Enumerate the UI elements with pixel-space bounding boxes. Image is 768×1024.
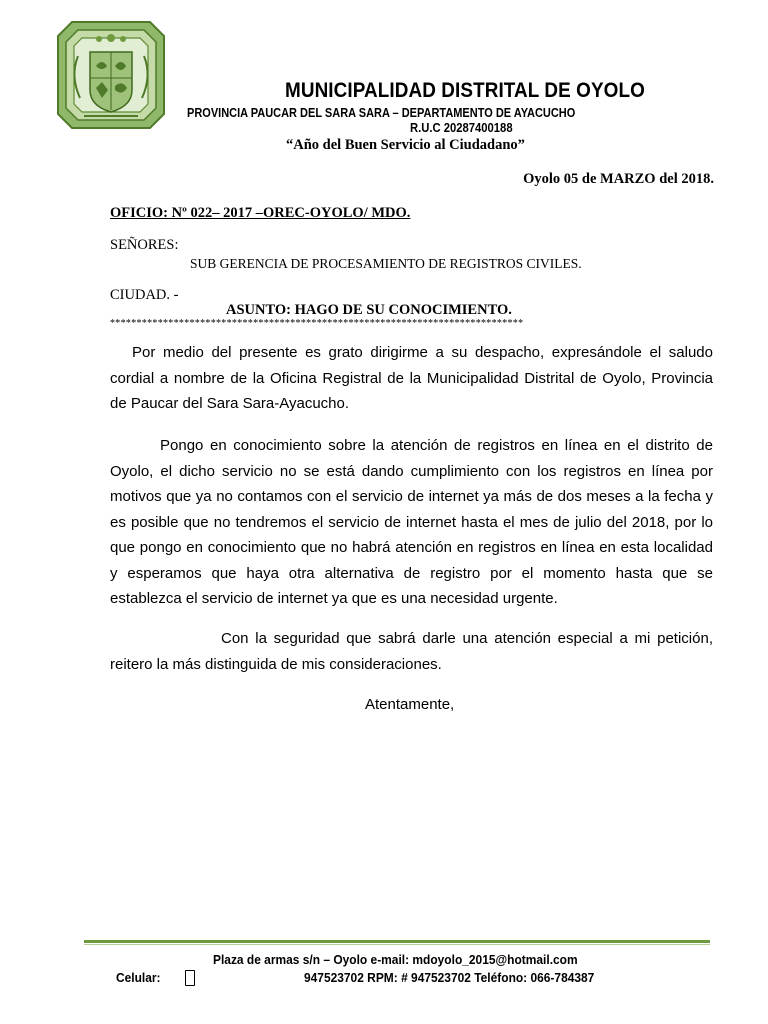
recipient: SUB GERENCIA DE PROCESAMIENTO DE REGISTROS CIVILES.: [190, 256, 582, 271]
page-title: MUNICIPALIDAD DISTRITAL DE OYOLO: [285, 79, 645, 102]
separator-line: ******************************************************************************: [110, 318, 524, 329]
body-paragraph-2: Pongo en conocimiento sobre la atención de registros en línea en el distrito de Oyolo, el dicho servicio no se está dando cumplimiento con los registros en línea por motivos que ya no contamos con el servicio de internet ya más de dos meses a la fecha y es posible que no tendremos el servicio de internet hasta el mes de julio del 2018, por lo que pongo en conocimiento que no habrá atención en registros en línea en esta localidad y esperamos que haya otra alternativa de registro por el momento hasta que se establezca el servicio de internet ya que es una necesidad urgente.: [110, 437, 713, 607]
closing: Atentamente,: [365, 696, 455, 713]
subject-line: ASUNTO: HAGO DE SU CONOCIMIENTO.: [226, 302, 512, 318]
motto: “Año del Buen Servicio al Ciudadano”: [286, 137, 525, 153]
province-line: PROVINCIA PAUCAR DEL SARA SARA – DEPARTAMENTO DE AYACUCHO: [187, 106, 576, 120]
letter-date: Oyolo 05 de MARZO del 2018.: [523, 171, 714, 187]
phone-icon: [185, 970, 195, 986]
footer-phone-label: Celular:: [116, 970, 161, 985]
salutation: SEÑORES:: [110, 237, 179, 253]
footer-address: Plaza de armas s/n – Oyolo e-mail: mdoyolo_2015@hotmail.com: [213, 952, 578, 967]
ruc-line: R.U.C 20287400188: [410, 121, 513, 135]
municipal-seal-icon: [52, 16, 170, 134]
footer-phones: 947523702 RPM: # 947523702 Teléfono: 066-784387: [304, 970, 595, 985]
city-line: CIUDAD. -: [110, 287, 179, 303]
footer-divider: [84, 940, 710, 943]
document-reference: OFICIO: Nº 022– 2017 –OREC-OYOLO/ MDO.: [110, 205, 411, 221]
body-paragraph-1: Por medio del presente es grato dirigirme a su despacho, expresándole el saludo cordial a nombre de la Oficina Registral de la Municipalidad Distrital de Oyolo, Provincia de Paucar del Sara Sara-Ayacucho.: [110, 344, 713, 412]
footer-divider-thin: [84, 944, 710, 945]
body-paragraph-3: Con la seguridad que sabrá darle una atención especial a mi petición, reitero la más distinguida de mis consideraciones.: [110, 630, 713, 673]
